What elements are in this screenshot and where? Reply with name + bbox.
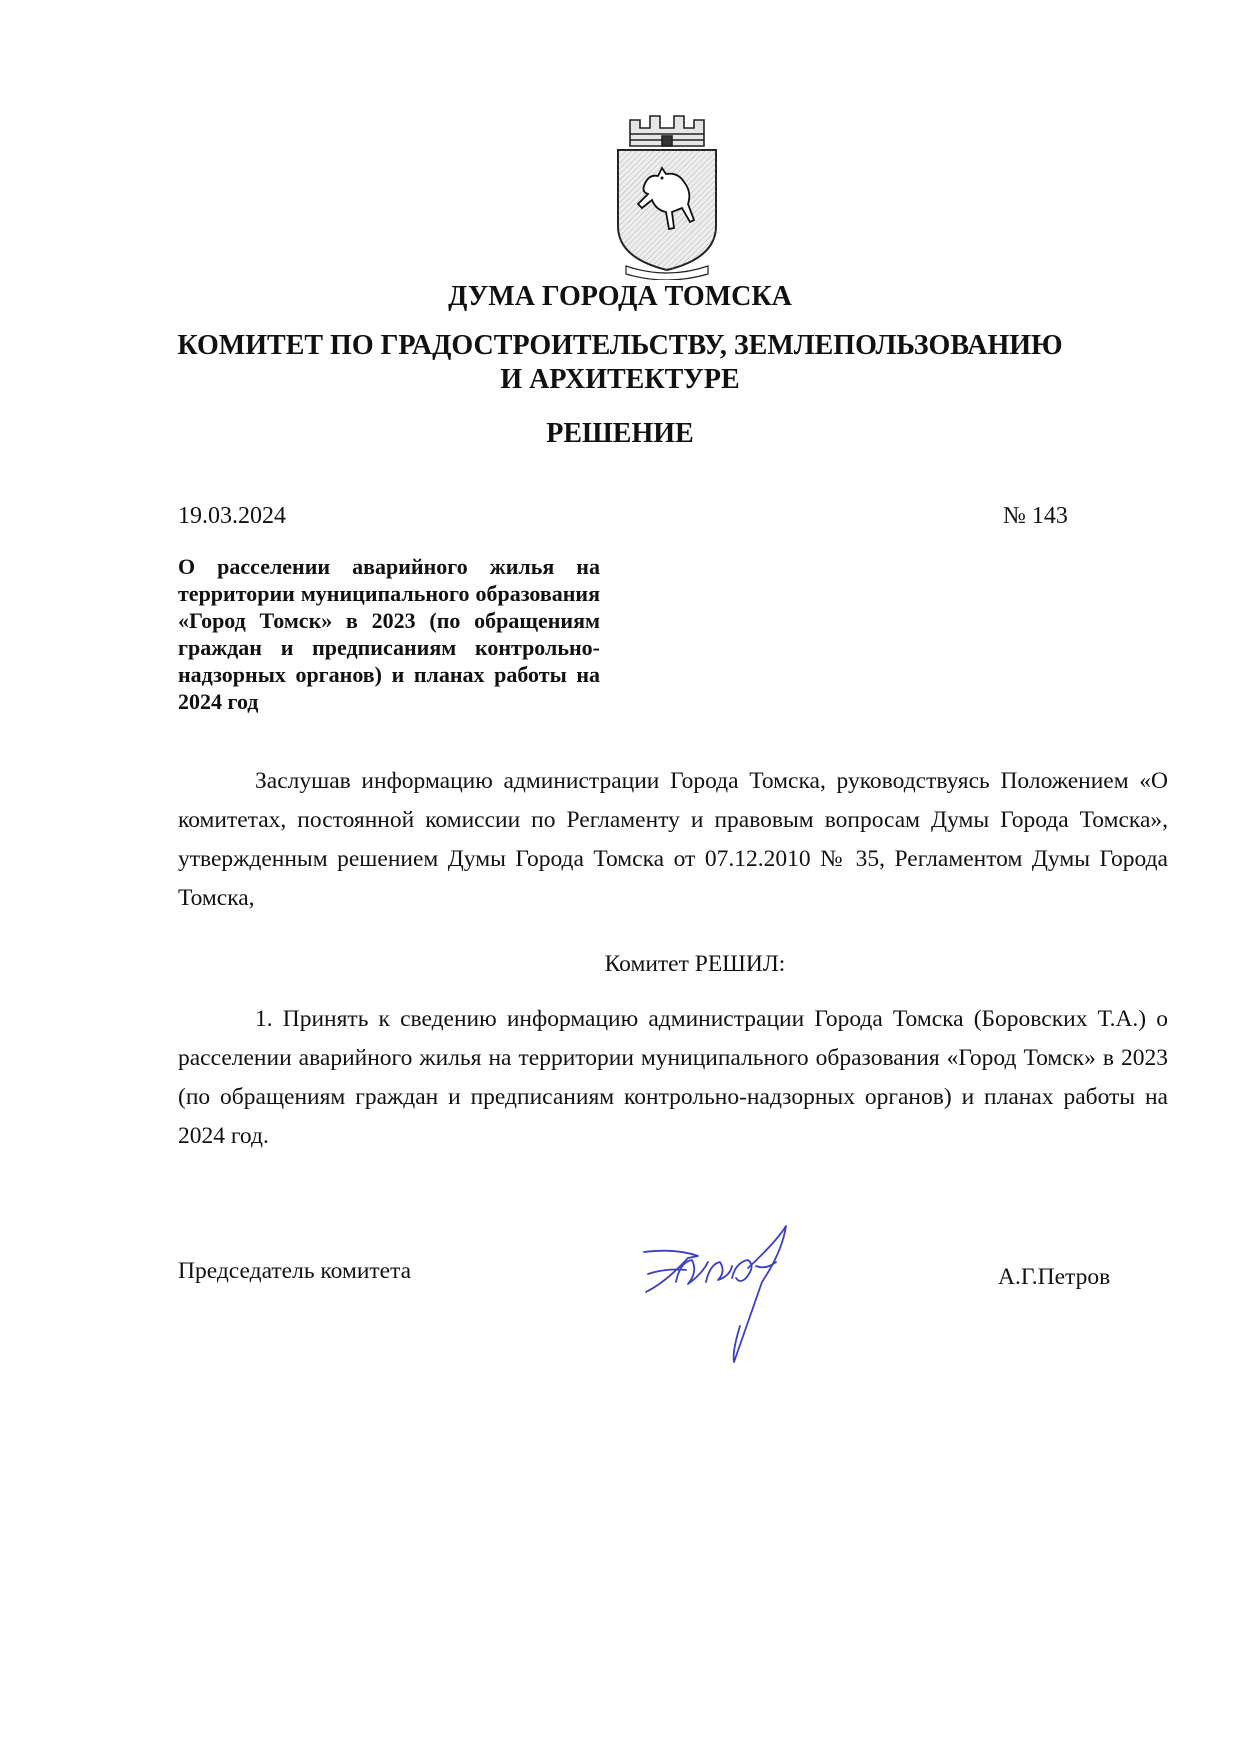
- handwritten-signature: [636, 1222, 846, 1372]
- document-type: РЕШЕНИЕ: [546, 418, 694, 449]
- committee-name: [0, 329, 1240, 397]
- resolution-item: 1. Принять к сведению информацию администрации Города Томска (Боровских Т.А.) о расселении аварийного жилья на территории муниципального образования «Город Томск» в 2023 (по обращениям граждан и предписаниям контрольно-надзорных органов) и планах работы на 2024 год.: [178, 1006, 1168, 1149]
- organization-name: ДУМА ГОРОДА ТОМСКА: [448, 281, 792, 312]
- document-subject: О расселении аварийного жилья на территории муниципального образования «Город Томск» в 2023 (по обращениям граждан и предписаниям контрольно-надзорных органов) и планах работы на 2024 год: [178, 554, 600, 714]
- signatory-name: А.Г.Петров: [998, 1264, 1111, 1290]
- committee-line-1: КОМИТЕТ ПО ГРАДОСТРОИТЕЛЬСТВУ, ЗЕМЛЕПОЛЬЗОВАНИЮ: [177, 330, 1063, 361]
- document-number: № 143: [1003, 503, 1068, 529]
- resolution-heading: Комитет РЕШИЛ:: [604, 951, 786, 977]
- committee-line-2: И АРХИТЕКТУРЕ: [500, 364, 740, 395]
- document-date: 19.03.2024: [178, 503, 286, 529]
- city-emblem: [612, 108, 722, 280]
- preamble-paragraph: Заслушав информацию администрации Города Томска, руководствуясь Положением «О комитетах, постоянной комиссии по Регламенту и правовым вопросам Думы Города Томска», утвержденным решением Думы Города Томска от 07.12.2010 № 35, Регламентом Думы Города Томска,: [178, 768, 1168, 911]
- signatory-title: Председатель комитета: [178, 1258, 412, 1284]
